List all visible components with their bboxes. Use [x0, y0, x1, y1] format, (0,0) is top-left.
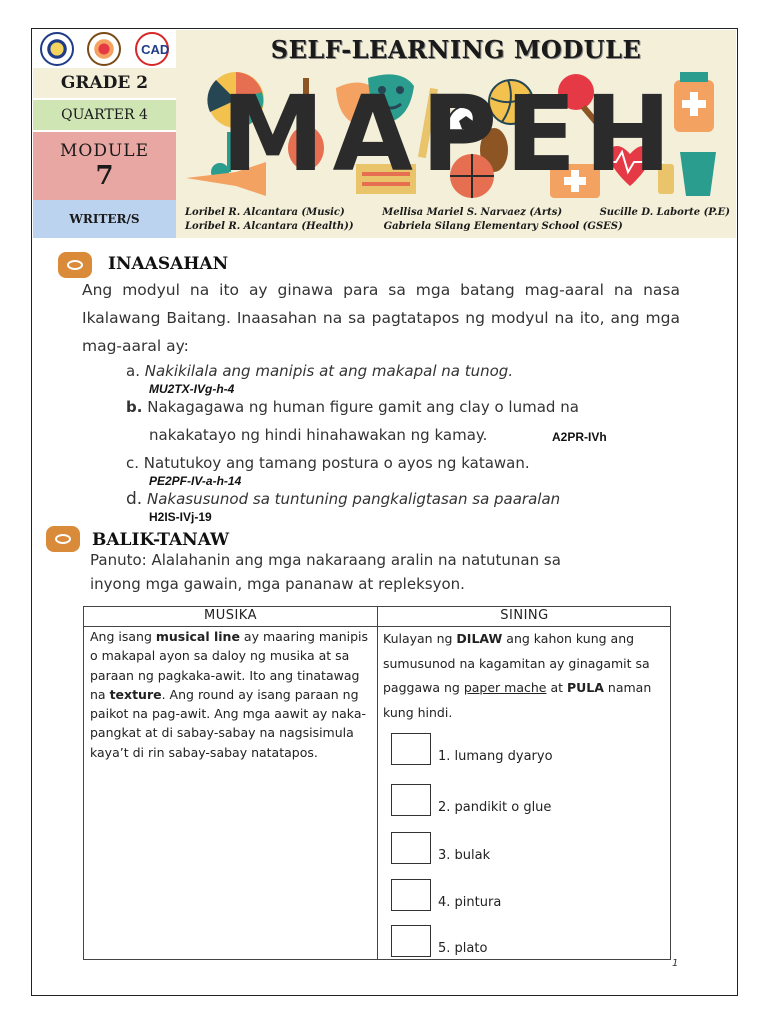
writers-label: WRITER/S	[33, 200, 176, 238]
objective-c-text: Natutukoy ang tamang postura o ayos ng katawan.	[143, 454, 530, 472]
objective-b-text-line2: nakakatayo ng hindi hinahawakan ng kamay.	[149, 426, 488, 444]
balik-tanaw-title: BALIK-TANAW	[92, 530, 230, 550]
module-title: SELF-LEARNING MODULE	[270, 34, 642, 64]
writers-credits	[176, 200, 736, 238]
musika-bold-musical-line: musical line	[155, 629, 240, 644]
musika-bold-texture: texture	[109, 686, 162, 702]
musika-cell	[90, 627, 370, 762]
objective-d	[126, 489, 560, 509]
objective-a	[126, 362, 513, 380]
module-number: 7	[95, 161, 114, 191]
city-seal-logo	[87, 32, 121, 66]
sining-item-2	[391, 784, 551, 816]
page-number: 1	[672, 958, 679, 969]
objective-b-letter: b.	[126, 398, 143, 416]
review-table	[83, 606, 671, 960]
credit-pe: Sucille D. Laborte (P.E)	[599, 207, 730, 218]
color-checkbox-4[interactable]	[391, 879, 431, 911]
color-checkbox-2[interactable]	[391, 784, 431, 816]
credit-music: Loribel R. Alcantara (Music)	[185, 207, 345, 218]
objective-d-text: Nakasusunod sa tuntuning pangkaligtasan sa paaralan	[146, 490, 561, 508]
inaasahan-section-icon	[58, 252, 92, 278]
grade-label: GRADE 2	[33, 68, 176, 98]
balik-tanaw-instruction-1: Panuto: Alalahanin ang mga nakaraang aralin na natutunan sa	[90, 551, 561, 569]
objective-a-text: Nakikilala ang manipis at ang makapal na tunog.	[144, 362, 514, 380]
sining-text-3: at	[546, 680, 567, 695]
objective-c-letter: c.	[126, 454, 140, 472]
mapeh-word: MAPEH	[221, 73, 680, 195]
logo-group	[33, 30, 176, 68]
deped-seal-logo	[40, 32, 74, 66]
objective-b-text-line1: Nakagagawa ng human figure gamit ang clay o lumad na	[147, 398, 579, 416]
balik-tanaw-instruction-2: inyong mga gawain, mga pananaw at repleksyon.	[90, 575, 465, 593]
sining-item-2-label: 2. pandikit o glue	[438, 800, 552, 815]
credit-arts: Mellisa Mariel S. Narvaez (Arts)	[382, 207, 563, 218]
sining-text-2: ang kahon kung ang sumusunod na kagamitan ay ginagamit sa paggawa ng	[383, 631, 650, 695]
objective-b-line2	[149, 426, 487, 444]
sining-cell	[383, 627, 653, 725]
objective-d-letter: d.	[126, 489, 143, 509]
sining-item-5-label: 5. plato	[438, 941, 488, 956]
sining-item-1	[391, 733, 553, 765]
color-checkbox-5[interactable]	[391, 925, 431, 957]
objective-a-letter: a.	[126, 362, 140, 380]
table-header-musika: MUSIKA	[203, 608, 257, 623]
inaasahan-intro: Ang modyul na ito ay ginawa para sa mga batang mag-aaral na nasa Ikalawang Baitang. Inaasahan na sa pagtatapos ng modyul na ito, ang mga mag-aaral ay:	[82, 281, 680, 355]
sining-bold-dilaw: DILAW	[456, 631, 503, 646]
module-box	[33, 132, 176, 200]
sining-item-4	[391, 879, 501, 911]
objective-c	[126, 454, 530, 472]
sining-item-3	[391, 832, 490, 864]
sining-item-4-label: 4. pintura	[438, 895, 502, 910]
mapeh-banner	[176, 68, 736, 200]
objective-b-code: A2PR-IVh	[552, 430, 607, 444]
inaasahan-title: INAASAHAN	[108, 254, 229, 274]
sining-bold-pula: PULA	[566, 680, 604, 695]
sining-item-3-label: 3. bulak	[438, 848, 491, 863]
sining-text-1: Kulayan ng	[383, 631, 457, 646]
balik-tanaw-section-icon	[46, 526, 80, 552]
objective-a-code: MU2TX-IVg-h-4	[149, 382, 235, 396]
sining-text-4: naman kung hindi.	[383, 680, 652, 720]
musika-text-2: ay maaring manipis o makapal ayon sa daloy ng musika at sa paraan ng pagkaka-awit. Ito ang tinatawag na	[90, 629, 369, 702]
title-bar	[176, 30, 736, 68]
color-checkbox-1[interactable]	[391, 733, 431, 765]
sining-underline-paper-mache: paper mache	[463, 680, 547, 695]
cad-logo	[135, 32, 169, 66]
musika-text-3: . Ang round ay isang paraan ng paikot na pag-awit. Ang mga aawit ay naka-pangkat at di sabay-sabay na nagsisimula kaya’t di rin sabay-sabay natatapos.	[90, 686, 367, 760]
objective-b	[126, 398, 579, 416]
module-label: MODULE	[60, 141, 149, 161]
objective-d-code: H2IS-IVj-19	[149, 510, 212, 524]
quarter-label: QUARTER 4	[33, 100, 176, 130]
table-header-sining: SINING	[500, 608, 549, 623]
credit-school: Gabriela Silang Elementary School (GSES)	[383, 221, 623, 232]
credit-health: Loribel R. Alcantara (Health))	[185, 221, 354, 232]
musika-text-1: Ang isang	[90, 629, 156, 644]
objective-c-code: PE2PF-IV-a-h-14	[149, 474, 242, 488]
color-checkbox-3[interactable]	[391, 832, 431, 864]
sining-item-1-label: 1. lumang dyaryo	[438, 749, 553, 764]
sining-item-5	[391, 925, 487, 957]
cad-logo-text: CAD	[141, 42, 170, 57]
table-divider-vertical	[377, 607, 378, 959]
